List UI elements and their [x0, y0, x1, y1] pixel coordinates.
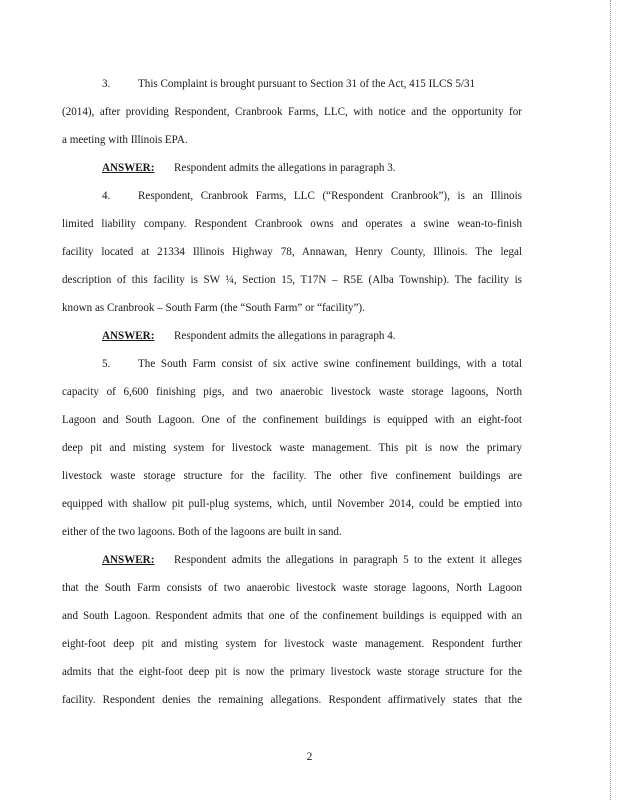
- para-4-line-1: 4. Respondent, Cranbrook Farms, LLC (“Respondent Cranbrook”), is an Illinois: [102, 190, 522, 202]
- para-5-number: 5.: [102, 358, 111, 370]
- answer-label: ANSWER:: [102, 162, 155, 174]
- para-3-line-3: a meeting with Illinois EPA.: [62, 134, 188, 146]
- para-5-line-5: livestock waste storage structure for the facility. The other five confinement buildings are: [62, 470, 522, 482]
- para-5-line-1: 5. The South Farm consist of six active swine confinement buildings, with a total: [102, 358, 522, 370]
- answer-label: ANSWER:: [102, 330, 155, 342]
- answer-5-line-4: eight-foot deep pit and misting system for livestock waste management. Respondent further: [62, 638, 522, 650]
- para-5-line-4: deep pit and misting system for livestock waste management. This pit is now the primary: [62, 442, 522, 454]
- para-4-line-5: known as Cranbrook – South Farm (the “South Farm” or “facility”).: [62, 302, 365, 314]
- answer-5-line-6: facility. Respondent denies the remaining allegations. Respondent affirmatively states that the: [62, 694, 522, 706]
- answer-4: ANSWER: Respondent admits the allegations in paragraph 4.: [102, 330, 396, 342]
- para-5-line-6: equipped with shallow pit pull-plug systems, which, until November 2014, could be emptied into: [62, 498, 522, 510]
- para-4-line-4: description of this facility is SW ¼, Section 15, T17N – R5E (Alba Township). The facility is: [62, 274, 522, 286]
- answer-5-line-2: that the South Farm consists of two anaerobic livestock waste storage lagoons, North Lagoon: [62, 582, 522, 594]
- para-3-line-1: 3. This Complaint is brought pursuant to Section 31 of the Act, 415 ILCS 5/31: [102, 78, 476, 90]
- para-4-number: 4.: [102, 190, 111, 202]
- answer-5-line-3: and South Lagoon. Respondent admits that one of the confinement buildings is equipped with an: [62, 610, 522, 622]
- para-5-line-3: Lagoon and South Lagoon. One of the confinement buildings is equipped with an eight-foot: [62, 414, 522, 426]
- para-5-line-2: capacity of 6,600 finishing pigs, and two anaerobic livestock waste storage lagoons, North: [62, 386, 522, 398]
- page-number: 2: [306, 751, 313, 763]
- answer-5-line-5: admits that the eight-foot deep pit is now the primary livestock waste storage structure for the: [62, 666, 522, 678]
- answer-5-line-1: ANSWER: Respondent admits the allegations in paragraph 5 to the extent it alleges: [102, 554, 522, 566]
- answer-label: ANSWER:: [102, 554, 155, 566]
- para-4-line-2: limited liability company. Respondent Cranbrook owns and operates a swine wean-to-finish: [62, 218, 522, 230]
- answer-3: ANSWER: Respondent admits the allegations in paragraph 3.: [102, 162, 396, 174]
- para-3-line-2: (2014), after providing Respondent, Cranbrook Farms, LLC, with notice and the opportunity for: [62, 106, 522, 118]
- para-3-number: 3.: [102, 78, 111, 90]
- para-4-line-3: facility located at 21334 Illinois Highway 78, Annawan, Henry County, Illinois. The legal: [62, 246, 522, 258]
- para-5-line-7: either of the two lagoons. Both of the lagoons are built in sand.: [62, 526, 342, 538]
- scan-edge-dots: [610, 0, 611, 800]
